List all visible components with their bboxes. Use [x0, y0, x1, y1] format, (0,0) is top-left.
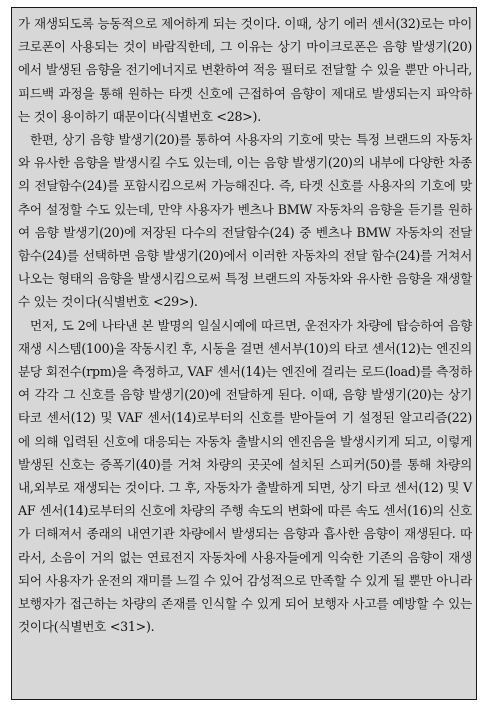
paragraph-1: 가 재생되도록 능동적으로 제어하게 되는 것이다. 이때, 상기 에러 센서(32)로는 마이크로폰이 사용되는 것이 바람직한데, 그 이유는 상기 마이크로폰은 음향 발생기(20)에서 발생된 음향을 전기에너지로 변환하여 적응 필터로 전달할 수 있을 뿐만 아니라, 피드백 과정을 통해 원하는 타겟 신호에 근접하여 음향이 제대로 발생되는지 파악하는 것이 용이하기 때문이다(식별번호 <28>). [18, 16, 472, 124]
paragraph-3: 먼저, 도 2에 나타낸 본 발명의 일실시예에 따르면, 운전자가 차량에 탑승하여 음향 재생 시스템(100)을 작동시킨 후, 시동을 걸면 센서부(10)의 타코 센서(12)는 엔진의 분당 회전수(rpm)을 측정하고, VAF 센서(14)는 엔진에 걸리는 로드(load)를 측정하여 각각 그 신호를 음향 발생기(20)에 전달하게 된다. 이때, 음향 발생기(20)는 상기 타코 센서(12) 및 VAF 센서(14)로부터의 신호를 받아들여 기 설정된 알고리즘(22)에 의해 입력된 신호에 대응되는 자동차 출발시의 엔진음을 발생시키게 되고, 이렇게 발생된 신호는 증폭기(40)를 거쳐 차량의 곳곳에 설치된 스피커(50)를 통해 차량의 내,외부로 재생되는 것이다. 그 후, 자동차가 출발하게 되면, 상기 타코 센서(12) 및 VAF 센서(14)로부터의 신호에 차량의 주행 속도의 변화에 따른 속도 센서(16)의 신호가 더해져서 종래의 내연기관 차량에서 발생되는 음향과 흡사한 음향이 재생된다. 따라서, 소음이 거의 없는 연료전지 자동차에 사용자들에게 익숙한 기존의 음향이 재생되어 사용자가 운전의 재미를 느낄 수 있어 감성적으로 만족할 수 있게 될 뿐만 아니라 보행자가 접근하는 차량의 존재를 인식할 수 있게 되어 보행자 사고를 예방할 수 있는 것이다(식별번호 <31>). [18, 317, 472, 635]
paragraph-2: 한편, 상기 음향 발생기(20)를 통하여 사용자의 기호에 맞는 특정 브랜드의 자동차와 유사한 음향을 발생시킬 수도 있는데, 이는 음향 발생기(20)의 내부에 다양한 차종의 전달함수(24)를 포함시킴으로써 가능해진다. 즉, 타겟 신호를 사용자의 기호에 맞추어 설정할 수도 있는데, 만약 사용자가 벤츠나 BMW 자동차의 음향을 듣기를 원하여 음향 발생기(20)에 저장된 다수의 전달함수(24) 중 벤츠나 BMW 자동차의 전달함수(24)를 선택하면 음향 발생기(20)에서 이러한 자동차의 전달 함수(24)를 거쳐서 나오는 형태의 음향을 발생시킴으로써 특정 브랜드의 자동차와 유사한 음향을 재생할 수 있는 것이다(식별번호 <29>). [18, 132, 472, 310]
document-text-box [11, 7, 477, 700]
